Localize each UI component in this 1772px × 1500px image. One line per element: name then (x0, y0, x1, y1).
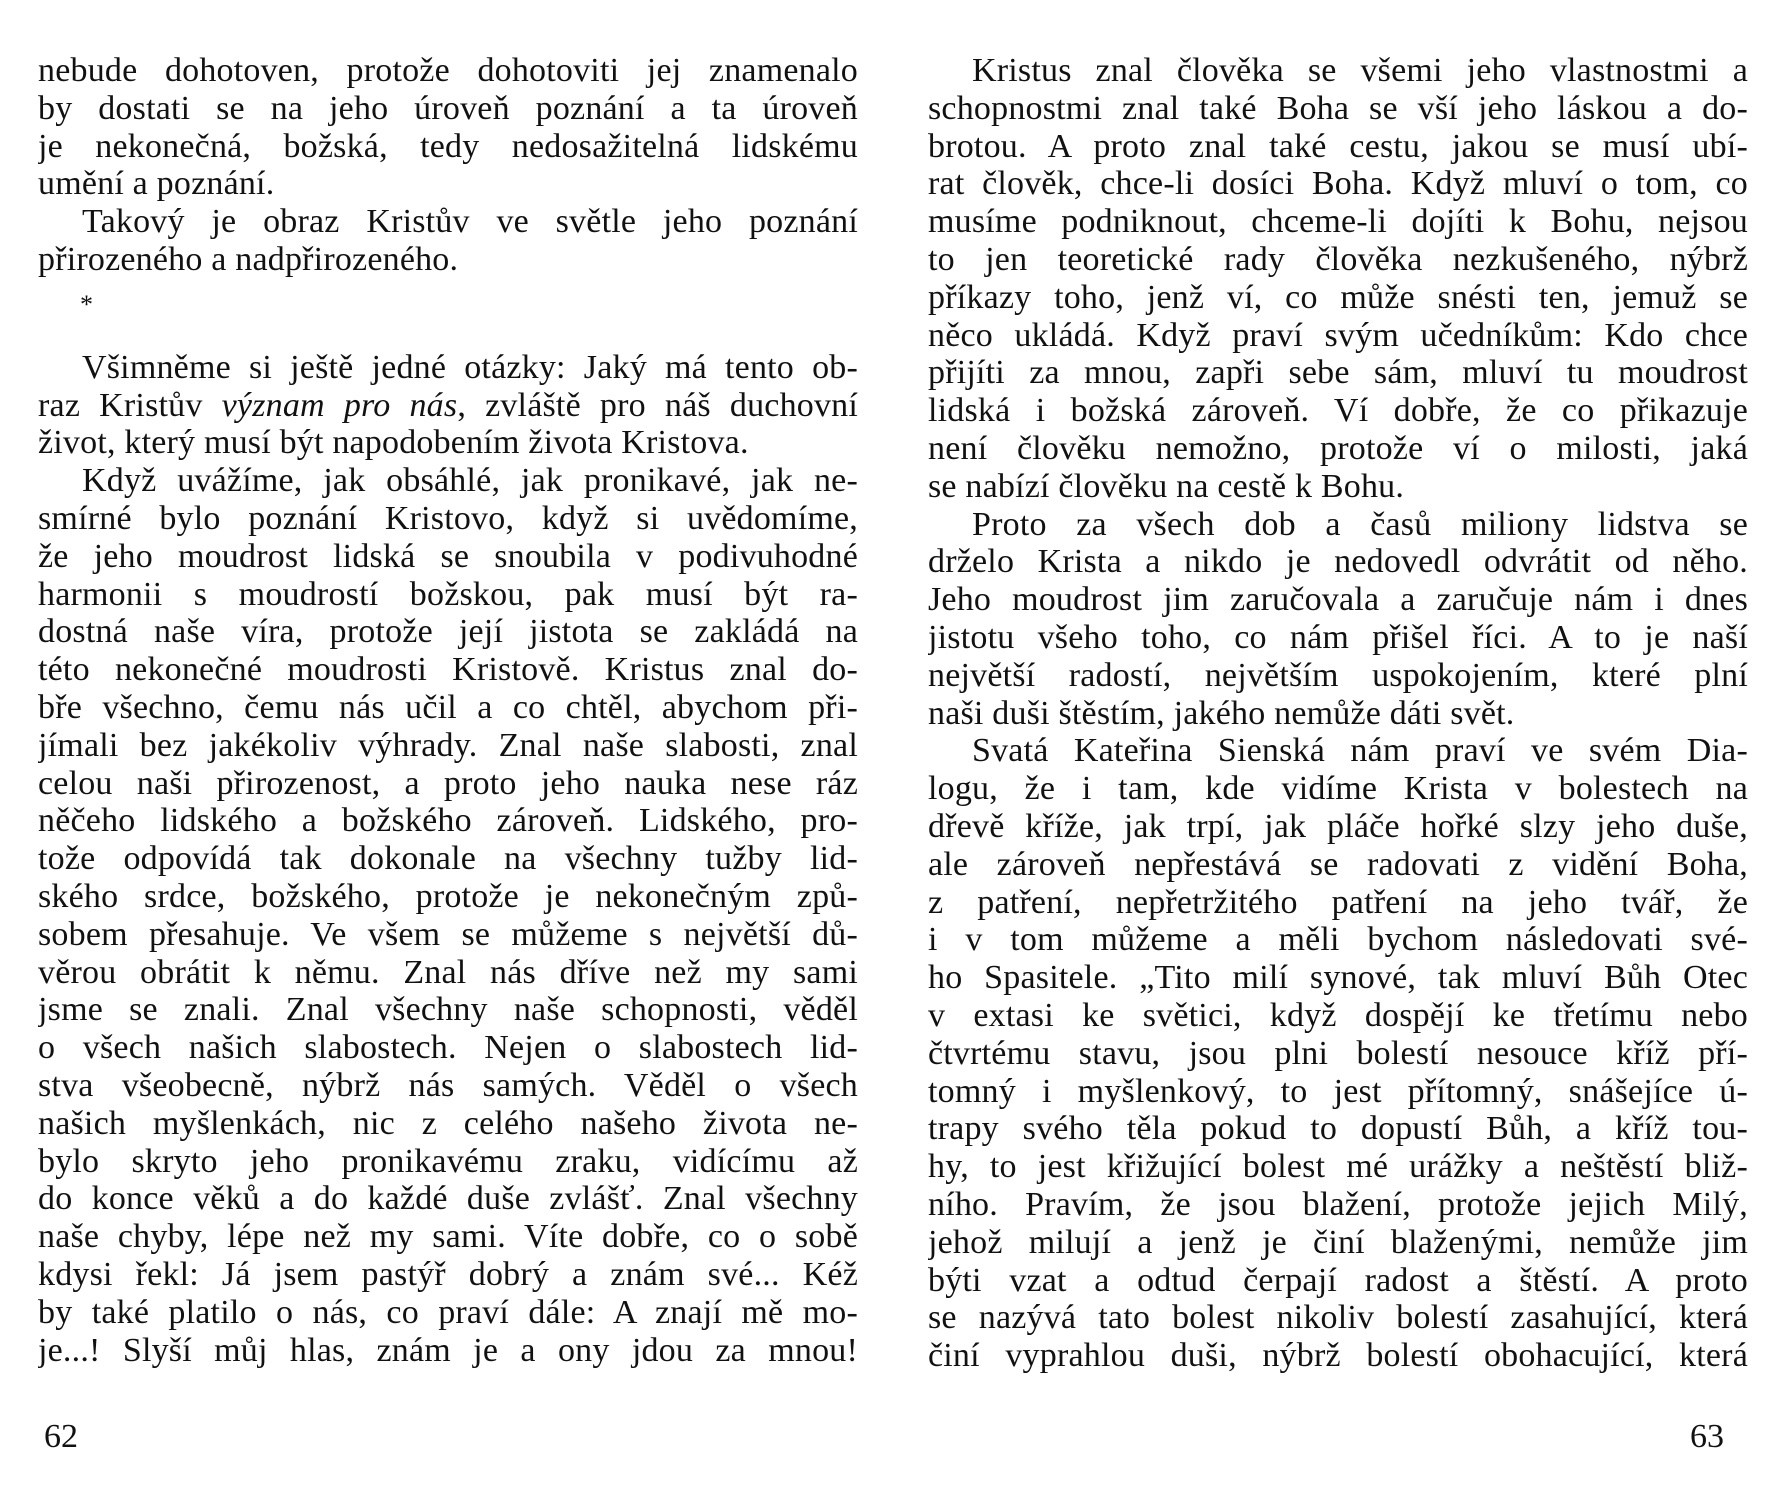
text-line: naše chyby, lépe než my sami. Víte dobře, co o sobě (38, 1218, 858, 1256)
right-page (928, 52, 1748, 1472)
text-line: se nabízí člověku na cestě k Bohu. (928, 467, 1405, 505)
text-line: harmonii s moudrostí božskou, pak musí být ra- (38, 575, 858, 613)
page-number-left: 62 (44, 1418, 78, 1455)
text-line: brotou. A proto znal také cestu, jakou se musí ubí- (928, 127, 1748, 165)
text-line: Takový je obraz Kristův ve světle jeho poznání (82, 203, 858, 241)
text-line: umění a poznání. (38, 165, 275, 203)
text-line: sobem přesahuje. Ve všem se můžeme s největší dů- (38, 915, 858, 953)
text-line: kdysi řekl: Já jsem pastýř dobrý a znám své... Kéž (38, 1255, 858, 1293)
page-number-right: 63 (1690, 1418, 1724, 1455)
text-line: Svatá Kateřina Sienská nám praví ve svém Dia- (972, 732, 1748, 770)
text-line: do konce věků a do každé duše zvlášť. Znal všechny (38, 1180, 858, 1218)
text-line: z patření, nepřetržitého patření na jeho tvář, že (928, 883, 1748, 921)
text-line: není člověku nemožno, protože ví o milosti, jaká (928, 429, 1748, 467)
text-line: o všech našich slabostech. Nejen o slabostech lid- (38, 1029, 858, 1067)
text-line: bře všechno, čemu nás učil a co chtěl, abychom při- (38, 688, 858, 726)
text-line: Jeho moudrost jim zaručovala a zaručuje nám i dnes (928, 581, 1748, 619)
text-line: Kristus znal člověka se všemi jeho vlastnostmi a (972, 52, 1748, 89)
text-line: této nekonečné moudrosti Kristově. Kristus znal do- (38, 651, 858, 689)
text-line: nebude dohotoven, protože dohotoviti jej znamenalo (38, 52, 858, 89)
text-line: schopnostmi znal také Boha se vší jeho láskou a do- (928, 89, 1748, 127)
text-line: v extasi ke světici, když dospějí ke třetímu nebo (928, 996, 1748, 1034)
text-line: rat člověk, chce-li dosíci Boha. Když mluví o tom, co (928, 165, 1748, 203)
left-page (38, 52, 858, 1472)
text-line: jistotu všeho toho, co nám přišel říci. A to je naší (928, 618, 1748, 656)
text-line: věrou obrátit k němu. Znal nás dříve než my sami (38, 953, 858, 991)
text-line: něco ukládá. Když praví svým učedníkům: Kdo chce (928, 316, 1748, 354)
text-line: se nazývá tato bolest nikoliv bolestí zasahující, která (928, 1299, 1748, 1337)
text-line: přirozeného a nadpřirozeného. (38, 240, 459, 278)
text-line: celou naši přirozenost, a proto jeho nauka nese ráz (38, 764, 858, 802)
text-line: příkazy toho, jenž ví, co může snésti ten, jemuž se (928, 278, 1748, 316)
text-line: Když uvážíme, jak obsáhlé, jak pronikavé, jak ne- (82, 462, 858, 500)
text-line: lidská i božská zároveň. Ví dobře, že co přikazuje (928, 392, 1748, 430)
text-line: jehož milují a jenž je činí blaženými, nemůže jim (928, 1223, 1748, 1261)
text-line: život, který musí být napodobením života Kristova. (38, 424, 749, 462)
text-line-italic-phrase: raz Kristův význam pro nás, zvláště pro náš duchovní (38, 386, 858, 424)
text-line: Všimněme si ještě jedné otázky: Jaký má tento ob- (82, 348, 858, 386)
text-line: Proto za všech dob a časů miliony lidstva se (972, 505, 1748, 543)
text-line: jímali bez jakékoliv výhrady. Znal naše slabosti, znal (38, 726, 858, 764)
text-line: čtvrtému stavu, jsou plni bolestí nesouce kříž pří- (928, 1034, 1748, 1072)
text-line: stva všeobecně, nýbrž nás samých. Věděl o všech (38, 1066, 858, 1104)
text-line: ského srdce, božského, protože je nekonečným způ- (38, 877, 858, 915)
text-line: jsme se znali. Znal všechny naše schopnosti, věděl (38, 991, 858, 1029)
text-line: tomný i myšlenkový, to jest přítomný, snášejíce ú- (928, 1072, 1748, 1110)
text-line: hy, to jest křižující bolest mé urážky a neštěstí bliž- (928, 1148, 1748, 1186)
text-line: je nekonečná, božská, tedy nedosažitelná lidskému (38, 127, 858, 165)
text-line: je...! Slyší můj hlas, znám je a ony jdou za mnou! (38, 1331, 858, 1369)
text-line: musíme podniknout, chceme-li dojíti k Bohu, nejsou (928, 203, 1748, 241)
text-line: největší radostí, největším uspokojením, které plní (928, 656, 1748, 694)
text-line: že jeho moudrost lidská se snoubila v podivuhodné (38, 537, 858, 575)
text-line: činí vyprahlou duši, nýbrž bolestí obohacující, která (928, 1337, 1748, 1375)
text-line: i v tom můžeme a měli bychom následovati své- (928, 921, 1748, 959)
text-line: naši duši štěstím, jakého nemůže dáti svět. (928, 694, 1515, 732)
text-line: přijíti za mnou, zapři sebe sám, mluví tu moudrost (928, 354, 1748, 392)
text-line: našich myšlenkách, nic z celého našeho života ne- (38, 1104, 858, 1142)
text-line: býti vzat a odtud čerpají radost a štěstí. A proto (928, 1261, 1748, 1299)
text-line: logu, že i tam, kde vidíme Krista v bolestech na (928, 770, 1748, 808)
text-line: trapy svého těla pokud to dopustí Bůh, a kříž tou- (928, 1110, 1748, 1148)
text-line: dostná naše víra, protože její jistota se zakládá na (38, 613, 858, 651)
text-line: smírné bylo poznání Kristovo, když si uvědomíme, (38, 499, 858, 537)
right-page-text (928, 52, 1748, 1375)
text-line: drželo Krista a nikdo je nedovedl odvrátit od něho. (928, 543, 1748, 581)
section-separator: * (80, 289, 94, 319)
text-line: ale zároveň nepřestává se radovati z vidění Boha, (928, 845, 1748, 883)
text-line: dřevě kříže, jak trpí, jak pláče hořké slzy jeho duše, (928, 807, 1748, 845)
text-line: by také platilo o nás, co praví dále: A znají mě mo- (38, 1293, 858, 1331)
text-line: tože odpovídá tak dokonale na všechny tužby lid- (38, 840, 858, 878)
text-line: ho Spasitele. „Tito milí synové, tak mluví Bůh Otec (928, 959, 1748, 997)
text-line: bylo skryto jeho pronikavému zraku, vidícímu až (38, 1142, 858, 1180)
left-page-text (38, 52, 858, 1369)
text-line: něčeho lidského a božského zároveň. Lidského, pro- (38, 802, 858, 840)
italic-phrase: význam pro nás (221, 386, 458, 424)
text-line: ního. Pravím, že jsou blažení, protože jejich Milý, (928, 1185, 1748, 1223)
text-line: by dostati se na jeho úroveň poznání a ta úroveň (38, 89, 858, 127)
text-line: to jen teoretické rady člověka nezkušeného, nýbrž (928, 240, 1748, 278)
